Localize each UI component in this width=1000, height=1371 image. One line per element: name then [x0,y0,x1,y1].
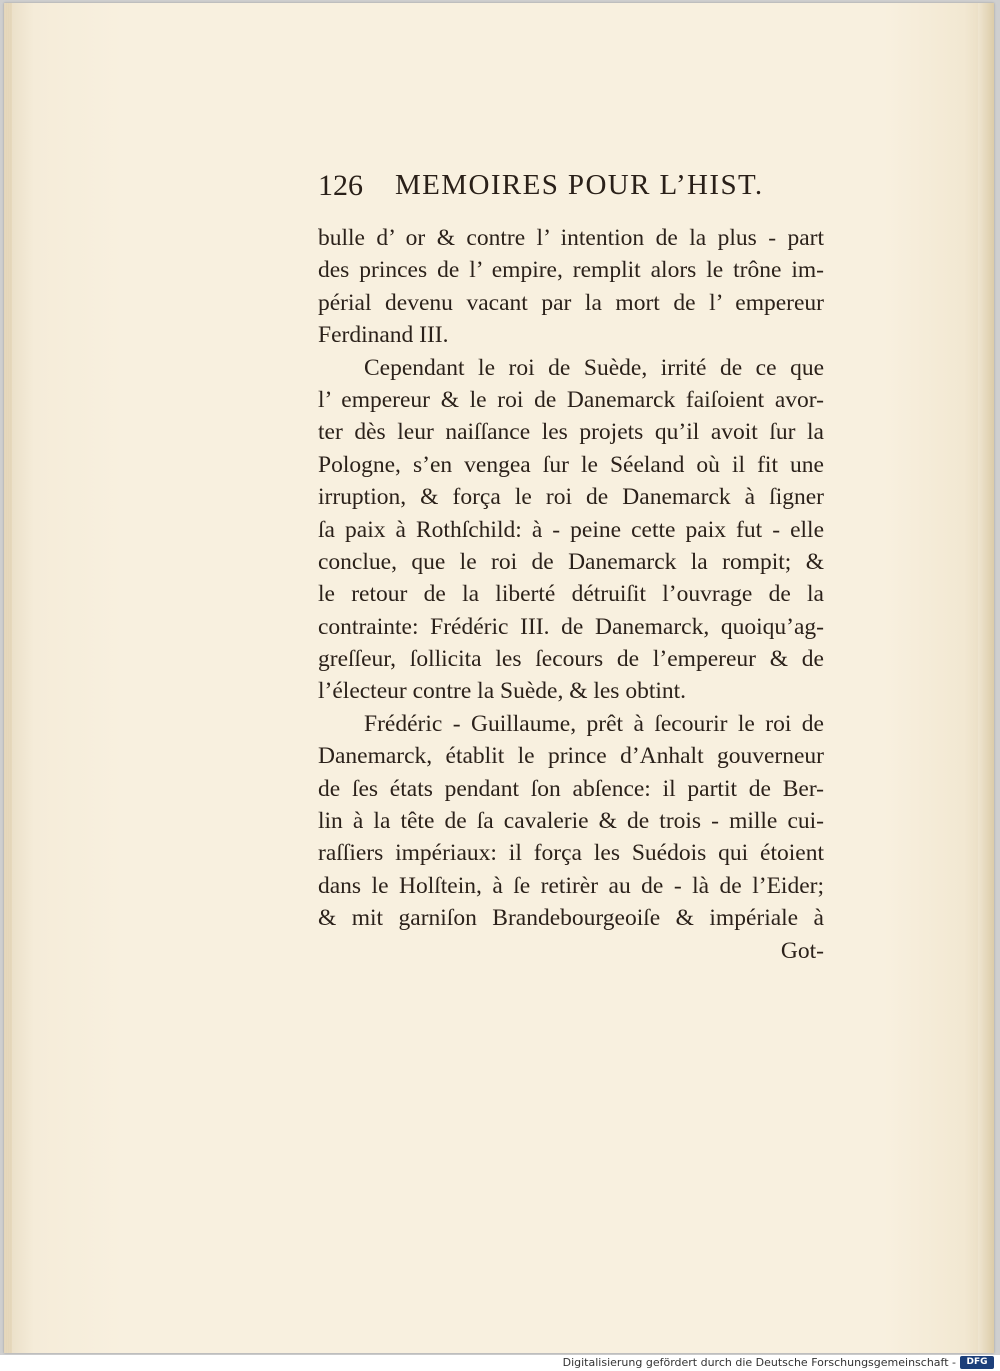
page-edges-left [4,3,12,1353]
text-line: Danemarck, établit le prince d’Anhalt gouverneur [318,743,824,770]
text-line: de ſes états pendant ſon abſence: il partit de Ber- [318,775,824,802]
text-line: des princes de l’ empire, remplit alors le trône im- [318,257,824,284]
text-line: raſſiers impériaux: il força les Suédois qui étoient [318,840,824,867]
text-line: ſa paix à Rothſchild: à - peine cette paix fut - elle [318,516,824,543]
catchword: Got- [780,937,824,964]
text-line: le retour de la liberté détruiſit l’ouvrage de la [318,581,824,608]
page-number: 126 [318,169,363,202]
digitization-credit: Digitalisierung gefördert durch die Deutsche Forschungsgemeinschaft - [562,1356,956,1369]
paragraph-start-line: Cependant le roi de Suède, irrité de ce que [364,354,824,381]
text-line: bulle d’ or & contre l’ intention de la plus - part [318,225,824,251]
text-line: l’ empereur & le roi de Danemarck faiſoient avor- [318,386,824,413]
text-line: conclue, que le roi de Danemarck la rompit; & [318,548,824,575]
text-line: contrainte: Frédéric III. de Danemarck, quoiqu’ag- [318,613,824,640]
text-line: Pologne, s’en vengea ſur le Séeland où il fit une [318,451,824,478]
text-line: Ferdinand III. [318,322,449,349]
text-line: irruption, & força le roi de Danemarck à ſigner [318,484,824,511]
paragraph-start-line: Frédéric - Guillaume, prêt à ſecourir le roi de [364,710,824,737]
text-line: lin à la tête de ſa cavalerie & de trois - mille cui- [318,808,824,835]
text-line: & mit garniſon Brandebourgeoiſe & impériale à [318,905,824,932]
text-line: périal devenu vacant par la mort de l’ empereur [318,289,824,316]
running-title: MEMOIRES POUR L’HIST. [395,169,764,201]
page-header [318,167,828,207]
text-line: dans le Holſtein, à ſe retirèr au de - là de l’Eider; [318,872,824,899]
text-line: ter dès leur naiſſance les projets qu’il avoit ſur la [318,419,824,446]
text-line: greſſeur, ſollicita les ſecours de l’empereur & de [318,646,824,673]
text-line: l’électeur contre la Suède, & les obtint. [318,678,687,705]
body-text [318,222,824,967]
dfg-logo-icon: DFG [960,1356,994,1369]
footer-bar [0,1355,1000,1371]
page-edge-right [978,3,994,1353]
